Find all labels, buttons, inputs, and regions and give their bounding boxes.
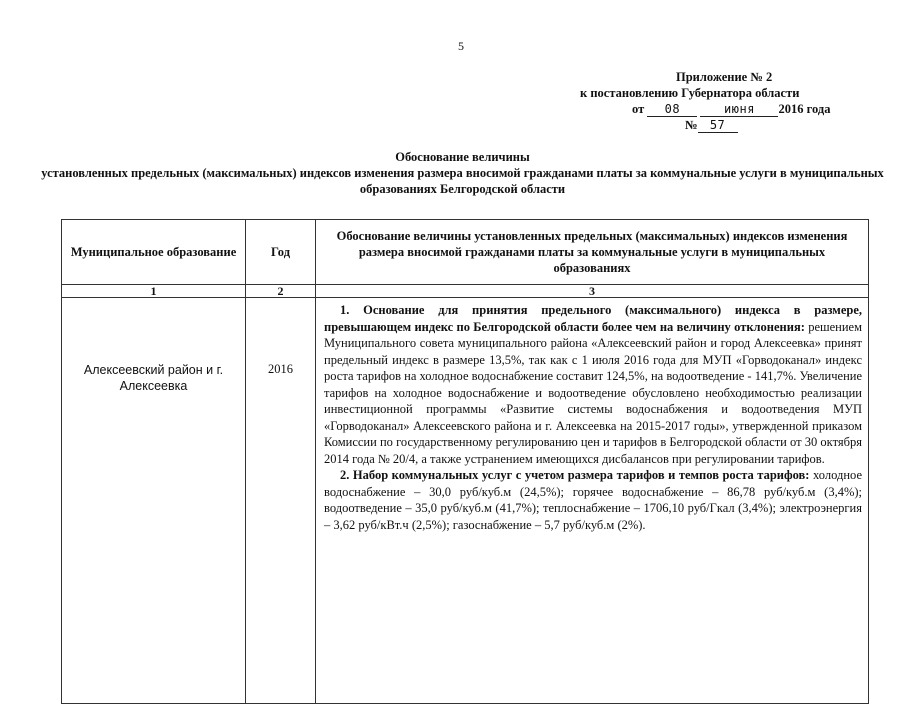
title-line-1: Обоснование величины [395,150,530,164]
appendix-date-line [580,101,870,117]
title-line-2: установленных предельных (максимальных) индексов изменения размера вносимой гражданами платы за коммунальные услуги в муниципальных образованиях Белгородской области [41,166,884,196]
page-number: 5 [458,39,464,53]
appendix-header [580,69,870,133]
basis-heading: 1. Основание для принятия предельного (максимального) индекса в размере, превышающем индекс по Белгородской области более чем на величину отклонения: [324,303,862,334]
services-heading: 2. Набор коммунальных услуг с учетом размера тарифов и темпов роста тарифов: [340,468,810,482]
header-year: Год [246,220,316,285]
year-cell: 2016 [246,298,316,704]
column-number: 2 [246,285,316,298]
date-prefix: от [632,102,645,116]
number-value: 57 [698,119,738,133]
document-title [40,149,885,197]
services-text: холодное водоснабжение – 30,0 руб/куб.м (24,5%); горячее водоснабжение – 86,78 руб/куб.м (3,4%); водоотведение – 35,0 руб/куб.м (41,7%); теплоснабжение – 1706,10 руб/Гкал (3,4%); электроэнергия – 3,62 руб/кВт.ч (2,5%); газоснабжение – 5,7 руб/куб.м (2%). [324,468,862,532]
date-year: 2016 года [778,102,831,116]
column-number: 3 [316,285,869,298]
appendix-subtitle: к постановлению Губернатора области [580,86,800,100]
justification-table [61,219,869,704]
basis-text: решением Муниципального совета муниципального района «Алексеевский район и город Алексеевка» принят предельный индекс в размере 13,5%, так как с 1 июля 2016 года для МУП «Горводоканал» индекс роста тарифов на холодное водоснабжение составит 124,5%, на водоотведение - 141,7%. Увеличение тарифов на холодное водоснабжение и водоотведение обусловлено необходимостью реализации инвестиционной программы «Развитие системы водоснабжения и водоотведения МУП «Горводоканал» Алексеевского района и г. Алексеевка на 2015-2017 годы», утвержденной приказом Комиссии по государственному регулированию цен и тарифов в Белгородской области от 30 октября 2014 года № 20/4, а также устранением имеющихся дисбалансов при регулировании тарифов. [324,319,863,466]
paragraph-services [324,467,862,533]
number-prefix: № [685,118,698,132]
appendix-title: Приложение № 2 [676,70,773,84]
header-justification: Обоснование величины установленных предельных (максимальных) индексов изменения размера вносимой гражданами платы за коммунальные услуги в муниципальных образованиях [316,220,869,285]
municipality-cell: Алексеевский район и г. Алексеевка [62,298,246,704]
column-number-row [62,285,869,298]
date-day: 08 [647,103,697,117]
column-number: 1 [62,285,246,298]
paragraph-basis [324,302,862,467]
table-header-row [62,220,869,285]
date-month: июня [700,103,778,117]
appendix-number-line [580,117,870,133]
justification-cell [316,298,869,704]
table-row [62,298,869,704]
header-municipality: Муниципальное образование [62,220,246,285]
